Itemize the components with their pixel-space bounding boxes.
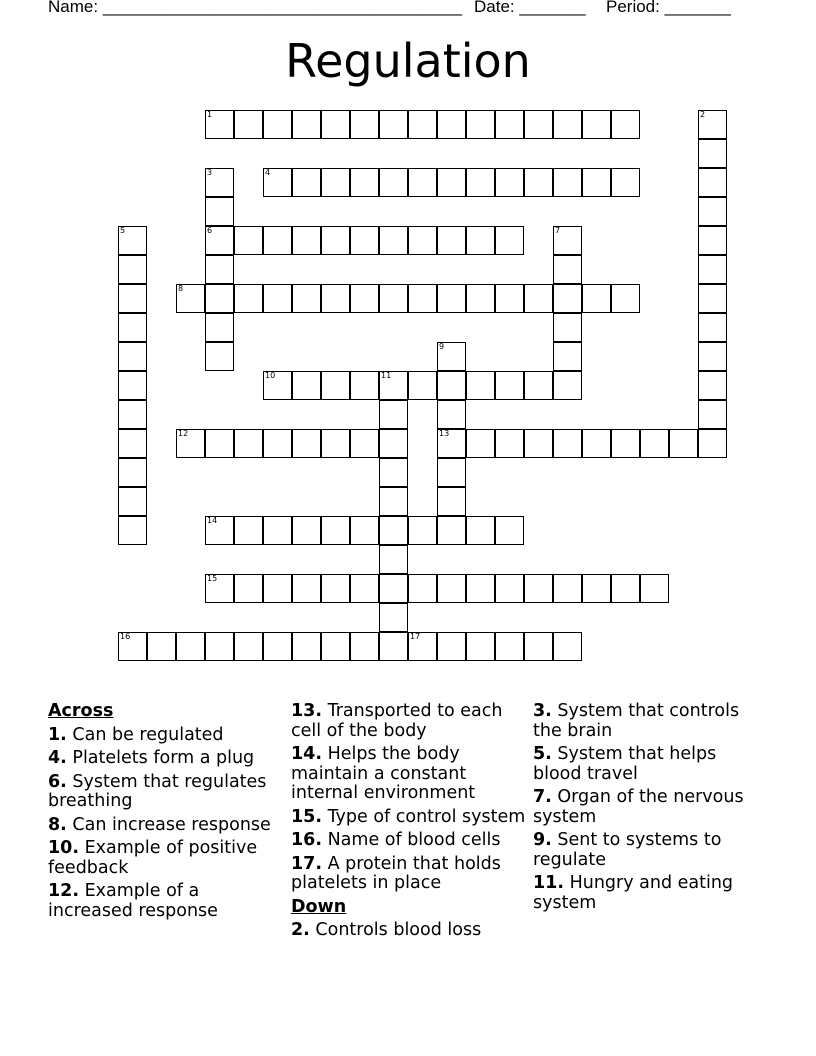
grid-cell[interactable] xyxy=(524,429,553,458)
grid-cell[interactable] xyxy=(234,516,263,545)
clue-number-label: 17 xyxy=(410,632,421,641)
clue-number-label: 8 xyxy=(178,284,184,293)
grid-cell[interactable] xyxy=(437,226,466,255)
grid-cell[interactable] xyxy=(234,429,263,458)
clue-text: Can increase response xyxy=(66,814,271,835)
grid-cell[interactable] xyxy=(437,574,466,603)
grid-cell[interactable] xyxy=(408,284,437,313)
clue-item xyxy=(533,788,768,827)
grid-cell[interactable] xyxy=(263,632,292,661)
grid-cell[interactable] xyxy=(495,371,524,400)
grid-cell[interactable] xyxy=(263,516,292,545)
clue-text: Can be regulated xyxy=(66,724,224,745)
grid-cell[interactable] xyxy=(640,429,669,458)
clue-number: 12. xyxy=(48,881,80,901)
grid-cell[interactable] xyxy=(205,110,234,139)
clue-text: Name of blood cells xyxy=(322,830,501,850)
clue-text: Hungry and eating system xyxy=(533,873,734,913)
grid-cell[interactable] xyxy=(350,516,379,545)
grid-cell[interactable] xyxy=(466,429,495,458)
grid-cell[interactable] xyxy=(205,342,234,371)
grid-cell[interactable] xyxy=(147,632,176,661)
grid-cell[interactable] xyxy=(321,110,350,139)
clue-number-label: 9 xyxy=(439,342,445,351)
clue-item xyxy=(291,921,526,941)
grid-cell[interactable] xyxy=(118,255,147,284)
grid-cell[interactable] xyxy=(669,429,698,458)
grid-cell[interactable] xyxy=(118,632,147,661)
grid-cell[interactable] xyxy=(495,284,524,313)
clue-item xyxy=(291,831,526,851)
grid-cell[interactable] xyxy=(379,574,408,603)
name-label: Name: xyxy=(48,0,99,16)
grid-cell[interactable] xyxy=(466,371,495,400)
grid-cell[interactable] xyxy=(698,313,727,342)
clue-number: 15. xyxy=(291,806,323,827)
grid-cell[interactable] xyxy=(408,371,437,400)
grid-cell[interactable] xyxy=(466,168,495,197)
grid-cell[interactable] xyxy=(205,226,234,255)
grid-cell[interactable] xyxy=(553,574,582,603)
clue-text: Example of a increased response xyxy=(48,881,218,921)
clue-text: System that controls the brain xyxy=(533,701,740,741)
clue-number-label: 10 xyxy=(265,371,276,380)
grid-cell[interactable] xyxy=(118,342,147,371)
grid-cell[interactable] xyxy=(553,632,582,661)
grid-cell[interactable] xyxy=(321,371,350,400)
grid-cell[interactable] xyxy=(553,168,582,197)
grid-cell[interactable] xyxy=(495,168,524,197)
grid-cell[interactable] xyxy=(553,255,582,284)
grid-cell[interactable] xyxy=(234,110,263,139)
grid-cell[interactable] xyxy=(379,458,408,487)
grid-cell[interactable] xyxy=(292,429,321,458)
grid-cell[interactable] xyxy=(466,574,495,603)
grid-cell[interactable] xyxy=(640,574,669,603)
grid-cell[interactable] xyxy=(408,516,437,545)
grid-cell[interactable] xyxy=(118,516,147,545)
grid-cell[interactable] xyxy=(437,487,466,516)
grid-cell[interactable] xyxy=(553,313,582,342)
clue-item xyxy=(48,726,283,746)
grid-cell[interactable] xyxy=(234,574,263,603)
across-clue-list-a xyxy=(48,726,283,922)
grid-cell[interactable] xyxy=(698,168,727,197)
grid-cell[interactable] xyxy=(698,197,727,226)
grid-cell[interactable] xyxy=(466,284,495,313)
grid-cell[interactable] xyxy=(495,516,524,545)
page-title: Regulation xyxy=(285,34,531,88)
grid-cell[interactable] xyxy=(263,284,292,313)
grid-cell[interactable] xyxy=(205,429,234,458)
clue-text: A protein that holds platelets in place xyxy=(291,853,501,893)
grid-cell[interactable] xyxy=(321,574,350,603)
grid-cell[interactable] xyxy=(698,139,727,168)
grid-cell[interactable] xyxy=(321,516,350,545)
clue-item xyxy=(48,839,283,878)
grid-cell[interactable] xyxy=(350,429,379,458)
clue-item xyxy=(533,702,768,741)
grid-cell[interactable] xyxy=(263,110,292,139)
grid-cell[interactable] xyxy=(321,168,350,197)
grid-cell[interactable] xyxy=(379,168,408,197)
clue-item xyxy=(48,749,283,769)
grid-cell[interactable] xyxy=(408,168,437,197)
clue-item xyxy=(48,882,283,921)
grid-cell[interactable] xyxy=(321,226,350,255)
grid-cell[interactable] xyxy=(321,632,350,661)
grid-cell[interactable] xyxy=(524,371,553,400)
grid-cell[interactable] xyxy=(292,110,321,139)
grid-cell[interactable] xyxy=(524,110,553,139)
grid-cell[interactable] xyxy=(437,168,466,197)
grid-cell[interactable] xyxy=(611,574,640,603)
grid-cell[interactable] xyxy=(495,226,524,255)
clue-text: Platelets form a plug xyxy=(66,748,255,768)
grid-cell[interactable] xyxy=(379,632,408,661)
grid-cell[interactable] xyxy=(118,458,147,487)
clue-number: 3. xyxy=(533,701,552,721)
grid-cell[interactable] xyxy=(495,110,524,139)
grid-cell[interactable] xyxy=(466,110,495,139)
grid-cell[interactable] xyxy=(379,429,408,458)
name-blank: ______________________________________ xyxy=(102,0,463,16)
grid-cell[interactable] xyxy=(176,284,205,313)
grid-cell[interactable] xyxy=(263,574,292,603)
grid-cell[interactable] xyxy=(205,313,234,342)
grid-cell[interactable] xyxy=(292,574,321,603)
grid-cell[interactable] xyxy=(437,458,466,487)
grid-cell[interactable] xyxy=(495,632,524,661)
grid-cell[interactable] xyxy=(379,487,408,516)
grid-cell[interactable] xyxy=(408,226,437,255)
clue-number: 9. xyxy=(533,830,552,850)
grid-cell[interactable] xyxy=(553,226,582,255)
clue-text: Transported to each cell of the body xyxy=(291,701,503,741)
clue-item xyxy=(291,855,526,894)
grid-cell[interactable] xyxy=(698,284,727,313)
grid-cell[interactable] xyxy=(553,429,582,458)
grid-cell[interactable] xyxy=(698,342,727,371)
clue-text: Sent to systems to regulate xyxy=(533,830,722,870)
clue-item xyxy=(48,816,283,836)
grid-cell[interactable] xyxy=(350,371,379,400)
clue-number-label: 1 xyxy=(207,110,213,119)
grid-cell[interactable] xyxy=(437,342,466,371)
grid-cell[interactable] xyxy=(611,168,640,197)
clue-number: 11. xyxy=(533,873,565,893)
grid-cell[interactable] xyxy=(379,284,408,313)
grid-cell[interactable] xyxy=(379,516,408,545)
grid-cell[interactable] xyxy=(698,226,727,255)
clue-text: System that regulates breathing xyxy=(48,771,267,811)
grid-cell[interactable] xyxy=(350,284,379,313)
grid-cell[interactable] xyxy=(524,168,553,197)
grid-cell[interactable] xyxy=(321,284,350,313)
grid-cell[interactable] xyxy=(205,284,234,313)
clue-item xyxy=(291,808,526,828)
grid-cell[interactable] xyxy=(408,574,437,603)
clues-column-1 xyxy=(48,702,283,925)
grid-cell[interactable] xyxy=(495,574,524,603)
clue-item xyxy=(533,745,768,784)
clue-text: Helps the body maintain a constant internal environment xyxy=(291,744,476,803)
clue-number-label: 16 xyxy=(120,632,131,641)
grid-cell[interactable] xyxy=(698,255,727,284)
grid-cell[interactable] xyxy=(118,429,147,458)
grid-cell[interactable] xyxy=(350,632,379,661)
grid-cell[interactable] xyxy=(698,429,727,458)
clues-column-3 xyxy=(533,702,768,917)
grid-cell[interactable] xyxy=(292,168,321,197)
grid-cell[interactable] xyxy=(205,632,234,661)
grid-cell[interactable] xyxy=(118,284,147,313)
grid-cell[interactable] xyxy=(176,429,205,458)
clue-number: 8. xyxy=(48,814,67,835)
grid-cell[interactable] xyxy=(205,516,234,545)
grid-cell[interactable] xyxy=(553,371,582,400)
grid-cell[interactable] xyxy=(466,516,495,545)
grid-cell[interactable] xyxy=(553,284,582,313)
clue-number: 2. xyxy=(291,920,310,940)
clue-number: 10. xyxy=(48,838,80,858)
grid-cell[interactable] xyxy=(437,110,466,139)
grid-cell[interactable] xyxy=(234,632,263,661)
down-heading: Down xyxy=(291,896,347,917)
grid-cell[interactable] xyxy=(437,284,466,313)
clue-number-label: 11 xyxy=(381,371,392,380)
clue-text: Type of control system xyxy=(322,806,526,827)
grid-cell[interactable] xyxy=(553,110,582,139)
clue-text: Organ of the nervous system xyxy=(533,787,744,827)
grid-cell[interactable] xyxy=(582,429,611,458)
clue-item xyxy=(533,831,768,870)
grid-cell[interactable] xyxy=(437,400,466,429)
grid-cell[interactable] xyxy=(437,371,466,400)
grid-cell[interactable] xyxy=(611,429,640,458)
clue-number-label: 12 xyxy=(178,429,189,438)
grid-cell[interactable] xyxy=(205,574,234,603)
grid-cell[interactable] xyxy=(379,226,408,255)
grid-cell[interactable] xyxy=(292,632,321,661)
grid-cell[interactable] xyxy=(611,284,640,313)
clue-number: 14. xyxy=(291,744,323,764)
grid-cell[interactable] xyxy=(176,632,205,661)
grid-cell[interactable] xyxy=(698,371,727,400)
grid-cell[interactable] xyxy=(524,632,553,661)
grid-cell[interactable] xyxy=(118,226,147,255)
clue-number: 16. xyxy=(291,830,323,850)
grid-cell[interactable] xyxy=(437,429,466,458)
clue-item xyxy=(48,773,283,812)
clue-number-label: 7 xyxy=(555,226,561,235)
clue-number-label: 13 xyxy=(439,429,450,438)
grid-cell[interactable] xyxy=(408,632,437,661)
grid-cell[interactable] xyxy=(118,371,147,400)
grid-cell[interactable] xyxy=(379,545,408,574)
grid-cell[interactable] xyxy=(437,516,466,545)
clue-number-label: 14 xyxy=(207,516,218,525)
clue-number: 6. xyxy=(48,771,67,792)
grid-cell[interactable] xyxy=(321,429,350,458)
grid-cell[interactable] xyxy=(408,110,437,139)
grid-cell[interactable] xyxy=(379,110,408,139)
period-label: Period: xyxy=(606,0,660,16)
grid-cell[interactable] xyxy=(582,168,611,197)
clues-column-2 xyxy=(291,702,526,945)
grid-cell[interactable] xyxy=(292,371,321,400)
clue-number: 1. xyxy=(48,724,67,745)
date-label: Date: xyxy=(474,0,515,16)
clue-number-label: 6 xyxy=(207,226,213,235)
grid-cell[interactable] xyxy=(553,342,582,371)
grid-cell[interactable] xyxy=(437,632,466,661)
date-blank: _______ xyxy=(519,0,586,16)
grid-cell[interactable] xyxy=(524,574,553,603)
clue-text: Controls blood loss xyxy=(309,920,482,940)
grid-cell[interactable] xyxy=(466,226,495,255)
clue-item xyxy=(533,874,768,913)
down-clue-list-b xyxy=(533,702,768,913)
grid-cell[interactable] xyxy=(611,110,640,139)
grid-cell[interactable] xyxy=(263,226,292,255)
clue-number: 5. xyxy=(533,744,552,764)
across-clue-list-b xyxy=(291,702,526,894)
grid-cell[interactable] xyxy=(582,110,611,139)
clue-item xyxy=(291,702,526,741)
grid-cell[interactable] xyxy=(263,168,292,197)
clue-number: 7. xyxy=(533,787,552,807)
grid-cell[interactable] xyxy=(118,313,147,342)
grid-cell[interactable] xyxy=(466,632,495,661)
clue-number: 17. xyxy=(291,853,323,874)
grid-cell[interactable] xyxy=(205,168,234,197)
grid-cell[interactable] xyxy=(263,429,292,458)
grid-cell[interactable] xyxy=(379,371,408,400)
grid-cell[interactable] xyxy=(379,400,408,429)
clue-number: 4. xyxy=(48,748,67,768)
grid-cell[interactable] xyxy=(698,400,727,429)
clue-number-label: 3 xyxy=(207,168,213,177)
grid-cell[interactable] xyxy=(379,603,408,632)
grid-cell[interactable] xyxy=(582,284,611,313)
grid-cell[interactable] xyxy=(292,226,321,255)
grid-cell[interactable] xyxy=(118,400,147,429)
grid-cell[interactable] xyxy=(495,429,524,458)
clue-text: Example of positive feedback xyxy=(48,838,258,878)
clue-number-label: 5 xyxy=(120,226,126,235)
grid-cell[interactable] xyxy=(292,516,321,545)
grid-cell[interactable] xyxy=(524,284,553,313)
grid-cell[interactable] xyxy=(350,226,379,255)
grid-cell[interactable] xyxy=(582,574,611,603)
grid-cell[interactable] xyxy=(234,284,263,313)
grid-cell[interactable] xyxy=(350,574,379,603)
grid-cell[interactable] xyxy=(350,110,379,139)
clue-item xyxy=(291,745,526,804)
across-heading: Across xyxy=(48,701,114,721)
grid-cell[interactable] xyxy=(292,284,321,313)
grid-cell[interactable] xyxy=(118,487,147,516)
clue-number-label: 15 xyxy=(207,574,218,583)
clue-number-label: 2 xyxy=(700,110,706,119)
clue-number: 13. xyxy=(291,701,323,721)
grid-cell[interactable] xyxy=(205,197,234,226)
grid-cell[interactable] xyxy=(263,371,292,400)
grid-cell[interactable] xyxy=(698,110,727,139)
clue-text: System that helps blood travel xyxy=(533,744,717,784)
clue-number-label: 4 xyxy=(265,168,271,177)
grid-cell[interactable] xyxy=(350,168,379,197)
grid-cell[interactable] xyxy=(234,226,263,255)
down-clue-list-a xyxy=(291,921,526,941)
period-blank: _______ xyxy=(664,0,731,16)
grid-cell[interactable] xyxy=(205,255,234,284)
